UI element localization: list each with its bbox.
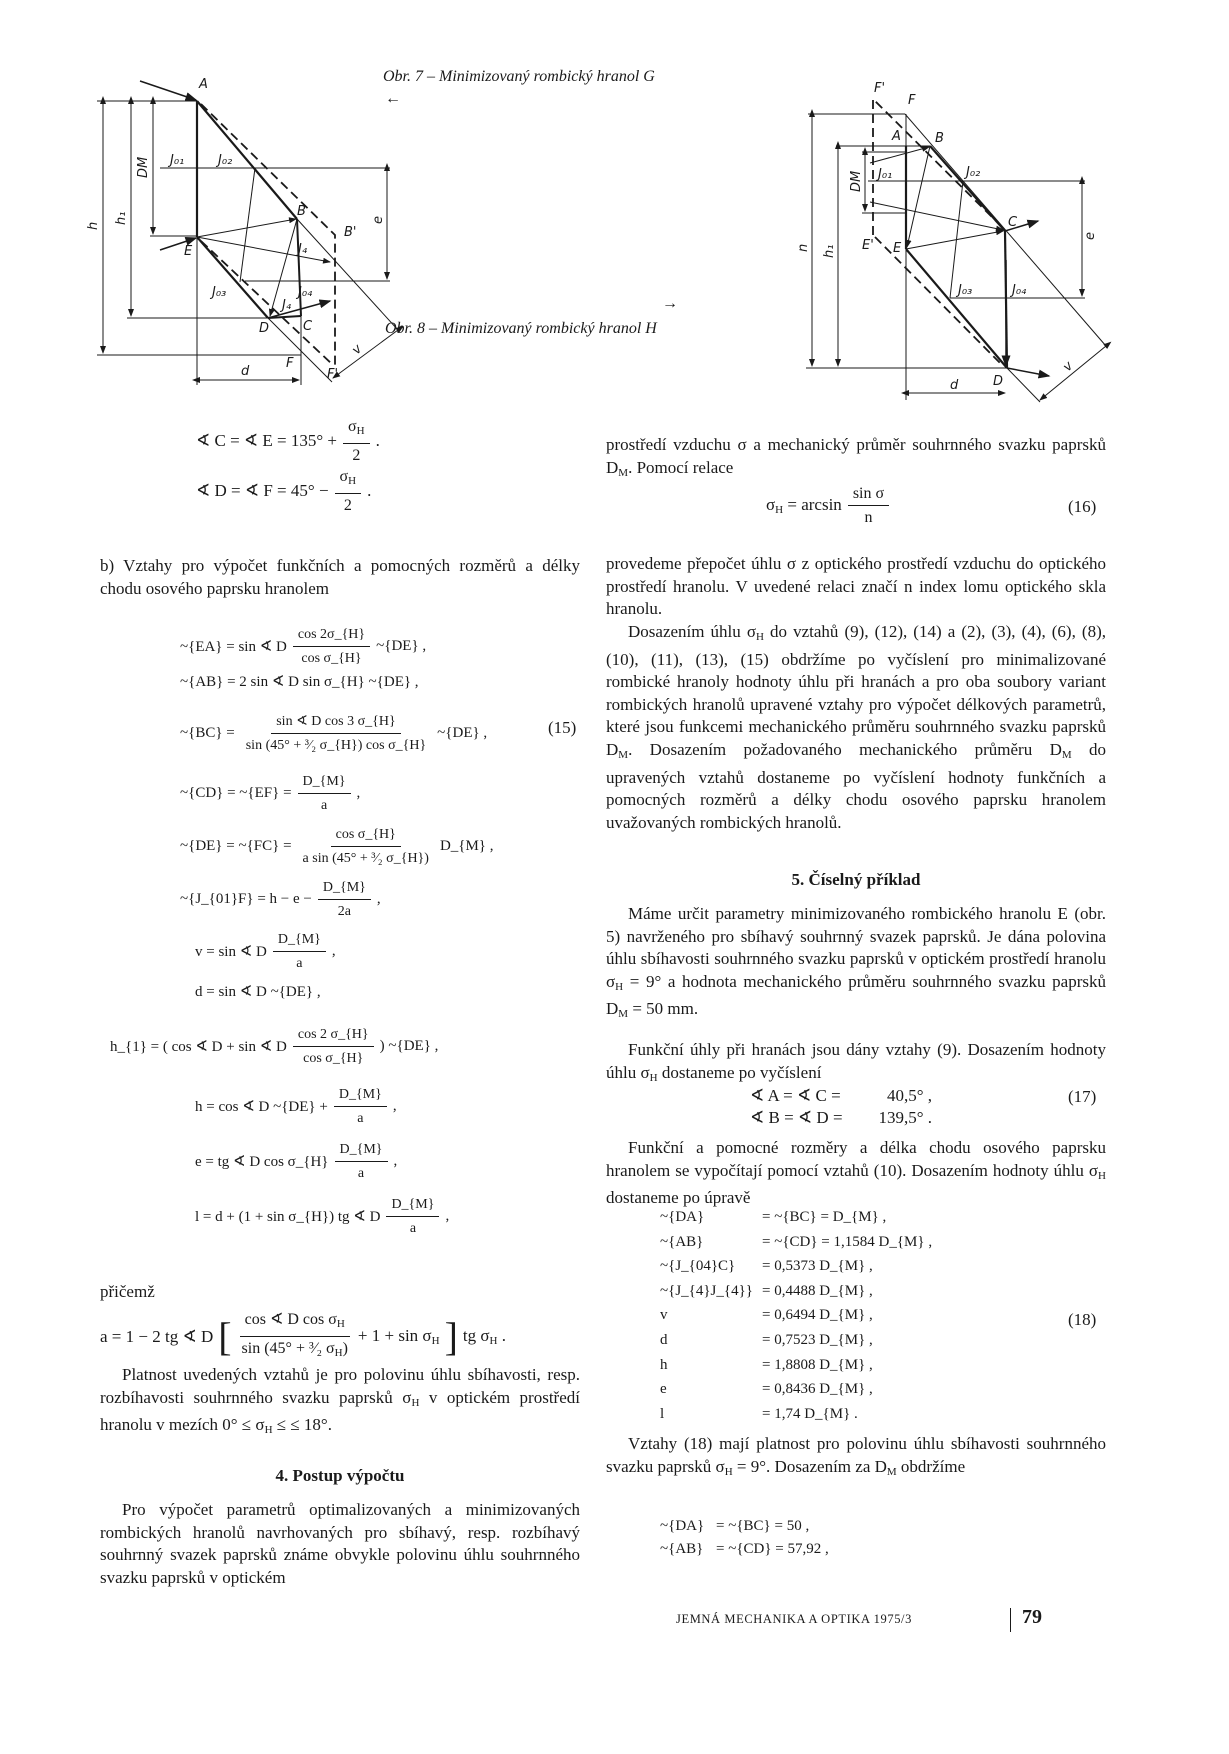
eq-rhs: = ~{CD} = 57,92 , (716, 1541, 829, 1557)
fig8-label-n: n (796, 243, 811, 252)
text-pricemz: přičemž (100, 1282, 155, 1301)
eq-lhs: e = tg ∢ D cos σ_{H} (195, 1154, 329, 1170)
fig7-label-E: E (184, 244, 193, 259)
denominator: sin (45° + ³⁄₂ $\sigma_H$) (241, 1340, 348, 1359)
eq-lhs: h_{1} = ( cos ∢ D + sin ∢ D (110, 1039, 287, 1055)
equation-15-row (110, 1025, 438, 1068)
fig7-label-D: D (259, 321, 270, 336)
bracket-close: ] (444, 1313, 458, 1359)
numerator: D_{M} (298, 772, 351, 794)
eq-lhs: ~{J_{04}C} (660, 1258, 736, 1275)
eq-rest: ~{DE} , (437, 725, 488, 741)
eq-lhs: ~{DE} = ~{FC} = (180, 838, 292, 854)
eq-lhs: ~{J_{4}J_{4}} (660, 1282, 753, 1299)
eq-lhs: ∢ D = ∢ F = 45° − (196, 481, 329, 500)
numerator: sin σ (848, 484, 889, 506)
eq-lhs: ~{DA} (660, 1518, 705, 1534)
equation-15-row (180, 772, 360, 815)
fig7-label-h: h (86, 221, 101, 230)
eq-lhs: ~{BC} = (180, 725, 235, 741)
fig8-label-e: e (1083, 232, 1098, 240)
equation-18-row (660, 1357, 873, 1374)
eq-lhs: d (660, 1332, 668, 1348)
fraction (335, 467, 362, 515)
eq-lhs: ~{AB} (660, 1541, 704, 1557)
eq-rest: D_{M} , (439, 838, 494, 854)
eq-mid: + $1 + \sin \sigma_H$ (357, 1326, 440, 1347)
equation-number-17: (17) (1068, 1087, 1097, 1106)
equation-15-row (180, 625, 426, 668)
fraction (848, 484, 889, 527)
equation-15-row (180, 672, 419, 691)
fig8-label-J03: J₀₃ (958, 283, 973, 298)
fraction (318, 878, 371, 921)
page-number: 79 (1022, 1606, 1042, 1628)
eq-lhs: h (660, 1356, 668, 1373)
equation-18-row (660, 1258, 873, 1275)
fig8-label-J04: J₀₄ (1012, 283, 1027, 298)
figure-8-diagram (700, 0, 1229, 410)
bracket-open: [ (218, 1313, 232, 1359)
equation-number-15: (15) (548, 718, 577, 737)
fraction (298, 825, 434, 868)
eq-lhs: h = cos ∢ D ~{DE} + (195, 1099, 328, 1115)
denominator: 2 (352, 447, 361, 464)
fraction (293, 1025, 374, 1068)
fraction (273, 930, 326, 973)
fig7-label-d: d (241, 364, 250, 379)
denominator: sin (45° + ³⁄₂ σ_{H}) cos σ_{H} (245, 738, 427, 753)
eq-rhs: = 1,8808 D_{M} , (762, 1356, 873, 1373)
eq-lhs: ~{DA} (660, 1209, 705, 1225)
fig7-label-J04: J₀₄ (298, 285, 313, 300)
eq-rhs: = ~{CD} = 1,1584 D_{M} , (762, 1233, 933, 1250)
equation-18-row (660, 1283, 873, 1300)
fig8-label-J01: J₀₁ (878, 167, 893, 182)
eq-lhs: d = sin ∢ D ~{DE} , (195, 984, 321, 1000)
fig8-label-J02: J₀₂ (966, 165, 981, 180)
fig7-label-J02: J₀₂ (218, 153, 233, 168)
eq-lhs: ~{EA} = sin ∢ D (180, 639, 287, 655)
eq-rest: . (367, 481, 372, 500)
section-heading-4: 4. Postup výpočtu (275, 1466, 405, 1485)
fraction (293, 625, 370, 668)
eq-rest: ~{DE} , (376, 638, 427, 654)
fig7-label-h1: h₁ (114, 211, 129, 225)
fraction (334, 1085, 387, 1128)
eq-rhs: = 0,4488 D_{M} , (762, 1282, 873, 1299)
equation-angle-d-f (196, 467, 371, 515)
fig7-label-A: A (199, 77, 208, 92)
eq-lhs: ∢ C = ∢ E = 135° + (196, 431, 338, 450)
numerator: D_{M} (318, 878, 371, 900)
numerator: cos 2 σ_{H} (293, 1025, 374, 1047)
equation-15-row (195, 1085, 397, 1128)
denominator: cos σ_{H} (301, 651, 362, 666)
denominator: a (409, 1221, 417, 1236)
numerator: $\sigma_H$ (343, 417, 370, 444)
fig7-label-Bp: B' (344, 225, 357, 240)
fraction (241, 712, 431, 755)
equation-number-18: (18) (1068, 1310, 1097, 1329)
equation-15-row (180, 825, 494, 868)
eq-lhs: $\sigma_H = \arcsin$ (766, 495, 842, 516)
numerator: D_{M} (386, 1195, 439, 1217)
fig8-label-D: D (993, 374, 1004, 389)
paragraph-postup: Pro výpočet parametrů optimalizovaných a minimizovaných rombických hranolů navrhovaných pro sbíhavý, resp. rozbíhavý souhrnný svazek paprsků známe obvykle polovinu úhlu souhrnného svazku paprsků v optickém (100, 1500, 580, 1587)
eq-rhs: = 0,6494 D_{M} , (762, 1307, 873, 1324)
eq-rest: . (375, 431, 380, 450)
fig8-label-A: A (892, 129, 901, 144)
paragraph-prostredi: prostředí vzduchu σ a mechanický průměr souhrnného svazku paprsků $D_M$. Pomocí relace (606, 435, 1106, 479)
fig7-label-J4a: J₄ (298, 242, 308, 257)
eq-lhs: v (660, 1307, 668, 1324)
figure-7-caption: Obr. 7 – Minimizovaný rombický hranol G (383, 68, 655, 85)
fig7-label-Fp: F' (327, 367, 339, 382)
fig8-label-v: v (1060, 358, 1077, 375)
equation-15-row (180, 712, 487, 755)
fig8-label-E: E (893, 241, 902, 256)
equation-final-row (660, 1518, 809, 1535)
denominator: 2a (337, 904, 351, 919)
equation-18-row (660, 1406, 858, 1423)
eq-lhs: ∢ B = ∢ D = (750, 1108, 843, 1127)
denominator: a (357, 1111, 364, 1126)
eq-lhs: l (660, 1405, 665, 1422)
eq-rest: , (445, 1208, 450, 1224)
figure-7-diagram (0, 0, 620, 400)
eq-lhs: ~{AB} = 2 sin ∢ D sin σ_{H} ~{DE} , (180, 674, 419, 690)
eq-lhs: l = d + (1 + sin σ_{H}) tg ∢ D (195, 1209, 381, 1225)
fig7-label-J4b: J₄ (282, 298, 292, 313)
fig8-label-Fp: F' (874, 81, 886, 96)
fraction (298, 772, 351, 815)
numerator: D_{M} (273, 930, 326, 952)
eq-rest: , (356, 785, 361, 801)
fig7-label-J03: J₀₃ (212, 285, 227, 300)
eq-rhs: = ~{BC} = D_{M} , (762, 1209, 887, 1225)
equation-15-row (180, 878, 381, 921)
fig8-label-C: C (1008, 215, 1018, 230)
numerator: cos σ_{H} (331, 825, 401, 847)
eq-lhs: a = 1 − 2 tg ∢ D (100, 1326, 214, 1346)
paragraph-platnost: Platnost uvedených vztahů je pro polovinu úhlu sbíhavosti, resp. rozbíhavosti souhrnného svazku paprsků $\sigma_H$ v optickém prostředí hranolu v mezích $0^\circ \le \sigma_H$ ≤ ≤ 18°. (100, 1365, 580, 1437)
equation-16 (766, 484, 889, 527)
eq-rest: ) ~{DE} , (379, 1038, 439, 1054)
fig7-label-e: e (371, 216, 386, 224)
fig7-label-J01: J₀₁ (170, 153, 185, 168)
equation-final-row (660, 1541, 829, 1558)
paragraph-vztahy-18: Vztahy (18) mají platnost pro polovinu úhlu sbíhavosti souhrnného svazku paprsků $\sigma_H = 9^\circ$. Dosazením za $D_M$ obdržíme (606, 1434, 1106, 1478)
eq-rhs: 40,5° , (886, 1086, 932, 1105)
fraction (237, 1310, 353, 1363)
eq-lhs: ~{AB} (660, 1233, 704, 1250)
equation-17-row (750, 1108, 932, 1128)
paragraph-mame: Máme určit parametry minimizovaného rombického hranolu E (obr. 5) navrženého pro sbíhavý souhrnný svazek paprsků. Je dána polovina úhlu sbíhavosti souhrnného svazku paprsků v optickém prostředí hranolu $\sigma_H = 9^\circ$ a hodnota mechanického průměru souhrnného svazku paprsků $D_M = 50$ mm. (606, 904, 1106, 1021)
eq-rhs: 139,5° . (878, 1108, 932, 1127)
eq-rest: tg $\sigma_H$ . (462, 1326, 506, 1347)
equation-a (100, 1310, 506, 1363)
equation-18-row (660, 1234, 932, 1251)
figure-8-caption: Obr. 8 – Minimizovaný rombický hranol H (385, 320, 657, 337)
fig8-label-d: d (950, 378, 959, 393)
numerator: sin ∢ D cos 3 σ_{H} (271, 712, 400, 734)
fig8-label-B: B (935, 131, 944, 146)
denominator: n (864, 509, 873, 526)
fig7-label-C: C (303, 319, 313, 334)
equation-angle-c-e (196, 417, 380, 465)
numerator: D_{M} (334, 1085, 387, 1107)
paragraph-funkcni-uhly: Funkční úhly při hranách jsou dány vztahy (9). Dosazením hodnoty úhlu $\sigma_H$ dostaneme po vyčíslení (606, 1040, 1106, 1084)
eq-rest: , (392, 1098, 397, 1114)
equation-number-16: (16) (1068, 497, 1097, 516)
equation-15-row (195, 930, 336, 973)
fig7-label-v: v (349, 341, 366, 358)
numerator: cos ∢ D $\cos \sigma_H$ (240, 1310, 350, 1337)
numerator: cos 2σ_{H} (293, 625, 370, 647)
equation-15-row (195, 1140, 397, 1183)
fig8-label-DM: DM (849, 170, 864, 192)
eq-rhs: = 0,8436 D_{M} , (762, 1381, 873, 1398)
equation-18-row (660, 1381, 873, 1398)
eq-lhs: ~{CD} = ~{EF} = (180, 785, 292, 801)
denominator: a (320, 798, 328, 813)
equation-18-row (660, 1307, 873, 1324)
fig7-label-B: B (297, 204, 306, 219)
eq-lhs: ~{J_{01}F} = h − e − (180, 891, 312, 907)
equation-18-row (660, 1332, 873, 1349)
figure-7-arrow: ← (385, 90, 401, 107)
equation-18-row (660, 1209, 886, 1226)
fig7-label-DM: DM (136, 156, 151, 178)
denominator: a (296, 956, 303, 971)
fraction (386, 1195, 439, 1238)
journal-footer: JEMNÁ MECHANIKA A OPTIKA 1975/3 (676, 1612, 912, 1626)
fraction (335, 1140, 388, 1183)
equation-15-row (195, 1195, 449, 1238)
figure-8-arrow: → (662, 295, 678, 312)
paragraph-b: b) Vztahy pro výpočet funkčních a pomocných rozměrů a délky chodu osového paprsku hranolem (100, 556, 580, 598)
eq-lhs: e (660, 1381, 667, 1398)
eq-rhs: = 0,5373 D_{M} , (762, 1258, 873, 1275)
equation-15-row (195, 982, 321, 1001)
fig8-label-h1: h₁ (822, 244, 837, 258)
denominator: a (357, 1166, 365, 1181)
numerator: $\sigma_H$ (335, 467, 362, 494)
paragraph-funkcni-rozmery: Funkční a pomocné rozměry a délka chodu osového paprsku hranolem se vypočítají pomocí vztahů (10). Dosazením hodnoty úhlu $\sigma_H$ dostaneme po úpravě (606, 1138, 1106, 1208)
footer-divider (1010, 1608, 1011, 1632)
denominator: cos σ_{H} (303, 1051, 364, 1066)
paragraph-dosazenim: Dosazením úhlu $\sigma_H$ do vztahů (9), (12), (14) a (2), (3), (4), (6), (8), (10), (11), (13), (15) obdržíme po vyčíslení pro minimalizované rombické hranoly hodnoty úhlu při hranách a pro oba soubory variant rombických hranolů upravené vztahy pro výpočet délkových parametrů, které jsou funkcemi mechanického průměru souhrnného svazku paprsků $D_M$. Dosazením požadovaného mechanického průměru $D_M$ do upravených vztahů dostaneme po vyčíslení hodnoty funkčních a pomocných rozměrů a délky chodu osového paprsku hranolem uvažovaných rombických hranolů. (606, 622, 1107, 832)
equation-17-row (750, 1086, 932, 1106)
fig8-label-Ep: E' (862, 238, 874, 253)
eq-rest: , (376, 891, 381, 907)
eq-lhs: v = sin ∢ D (195, 944, 267, 960)
eq-rest: , (331, 943, 336, 959)
fig7-label-F: F (286, 356, 294, 371)
section-heading-5: 5. Číselný příklad (791, 870, 921, 889)
eq-rest: , (393, 1153, 398, 1169)
eq-lhs: ∢ A = ∢ C = (750, 1086, 841, 1105)
eq-rhs: = 1,74 D_{M} . (762, 1405, 858, 1422)
denominator: 2 (343, 497, 352, 514)
eq-rhs: = 0,7523 D_{M} , (762, 1332, 873, 1348)
eq-rhs: = ~{BC} = 50 , (716, 1518, 810, 1534)
denominator: a sin (45° + ³⁄₂ σ_{H}) (302, 851, 429, 866)
paragraph-prepocet: provedeme přepočet úhlu σ z optického prostředí vzduchu do optického prostředí hranolu. V uvedené relaci značí n index lomu optického skla hranolu. (606, 554, 1106, 619)
fig8-label-F: F (908, 93, 916, 108)
numerator: D_{M} (335, 1140, 388, 1162)
fraction (343, 417, 370, 465)
